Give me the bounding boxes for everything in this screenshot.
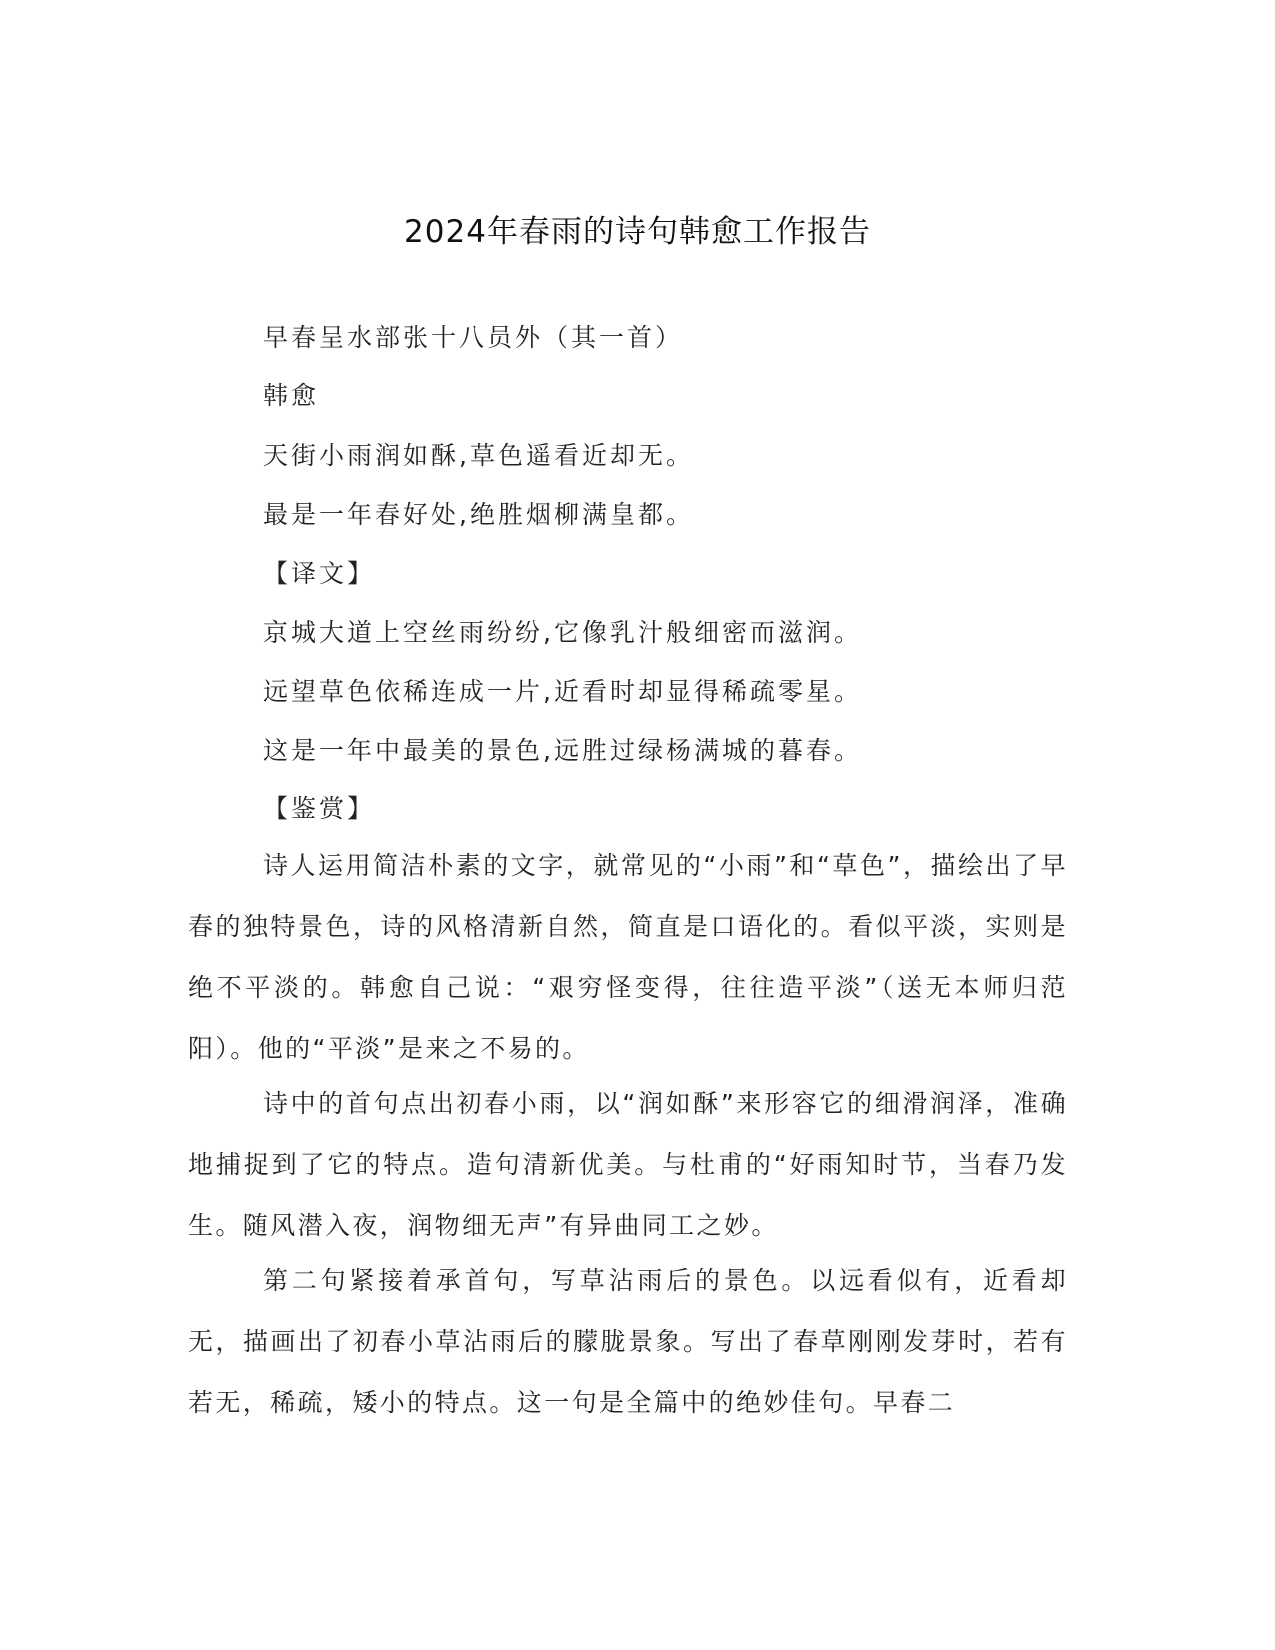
poem-author: 韩愈 [263, 381, 320, 410]
document-title: 2024年春雨的诗句韩愈工作报告 [404, 214, 871, 250]
translation-line-3: 这是一年中最美的景色,远胜过绿杨满城的暮春。 [263, 736, 862, 765]
poem-line-1: 天街小雨润如酥,草色遥看近却无。 [263, 441, 694, 470]
poem-title: 早春呈水部张十八员外（其一首） [263, 323, 684, 352]
translation-heading: 【译文】 [263, 559, 376, 588]
appreciation-heading: 【鉴赏】 [263, 794, 376, 823]
appreciation-paragraph-2: 诗中的首句点出初春小雨，以“润如酥”来形容它的细滑润泽，准确地捕捉到了它的特点。造句清新优美。与杜甫的“好雨知时节，当春乃发生。随风潜入夜，润物细无声”有异曲同工之妙。 [188, 1089, 1068, 1240]
poem-line-2: 最是一年春好处,绝胜烟柳满皇都。 [263, 500, 694, 529]
translation-line-1: 京城大道上空丝雨纷纷,它像乳汁般细密而滋润。 [263, 618, 862, 647]
appreciation-paragraph-1: 诗人运用简洁朴素的文字，就常见的“小雨”和“草色”，描绘出了早春的独特景色，诗的风格清新自然，简直是口语化的。看似平淡，实则是绝不平淡的。韩愈自己说：“艰穷怪变得，往往造平淡”（送无本师归范阳）。他的“平淡”是来之不易的。 [188, 851, 1068, 1063]
translation-line-2: 远望草色依稀连成一片,近看时却显得稀疏零星。 [263, 677, 862, 706]
appreciation-paragraph-3: 第二句紧接着承首句，写草沾雨后的景色。以远看似有，近看却无，描画出了初春小草沾雨后的朦胧景象。写出了春草刚刚发芽时，若有若无，稀疏，矮小的特点。这一句是全篇中的绝妙佳句。早春二 [188, 1266, 1068, 1417]
